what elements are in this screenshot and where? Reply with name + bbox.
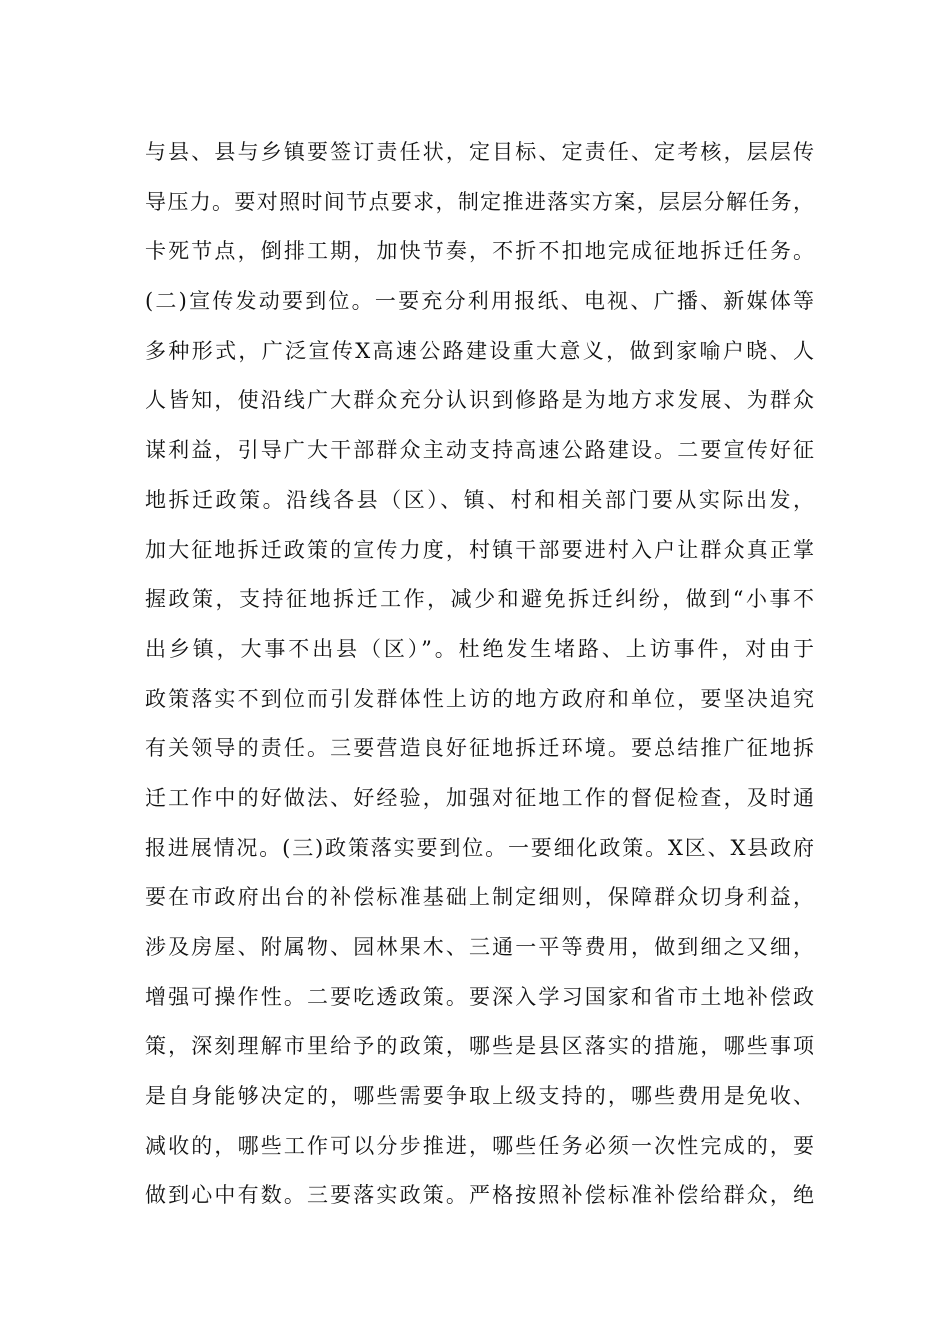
text-line: 与县、县与乡镇要签订责任状，定目标、定责任、定考核，层层传 bbox=[145, 140, 815, 164]
text-line: 政策落实不到位而引发群体性上访的地方政府和单位，要坚决追究 bbox=[145, 686, 815, 711]
text-line: 出乡镇，大事不出县（区）”。杜绝发生堵路、上访事件，对由于 bbox=[145, 636, 815, 661]
text-line: 策，深刻理解市里给予的政策，哪些是县区落实的措施，哪些事项 bbox=[145, 1034, 815, 1059]
text-line: 卡死节点，倒排工期，加快节奏，不折不扣地完成征地拆迁任务。 bbox=[145, 239, 815, 264]
text-line: 要在市政府出台的补偿标准基础上制定细则，保障群众切身利益， bbox=[145, 885, 815, 910]
text-line: 多种形式，广泛宣传X高速公路建设重大意义，做到家喻户晓、人 bbox=[145, 338, 815, 363]
text-line: 谋利益，引导广大干部群众主动支持高速公路建设。二要宣传好征 bbox=[145, 438, 815, 463]
text-line: 导压力。要对照时间节点要求，制定推进落实方案，层层分解任务， bbox=[145, 189, 815, 214]
text-line: 迁工作中的好做法、好经验，加强对征地工作的督促检查，及时通 bbox=[145, 785, 815, 810]
body-text bbox=[145, 128, 815, 1221]
text-line: 地拆迁政策。沿线各县（区）、镇、村和相关部门要从实际出发， bbox=[145, 487, 815, 512]
text-line: 涉及房屋、附属物、园林果木、三通一平等费用，做到细之又细， bbox=[145, 935, 815, 959]
text-line: 有关领导的责任。三要营造良好征地拆迁环境。要总结推广征地拆 bbox=[145, 736, 815, 761]
text-line: 报进展情况。(三)政策落实要到位。一要细化政策。X区、X县政府 bbox=[145, 835, 815, 860]
text-line: 增强可操作性。二要吃透政策。要深入学习国家和省市土地补偿政 bbox=[145, 984, 815, 1009]
text-line: 减收的，哪些工作可以分步推进，哪些任务必须一次性完成的，要 bbox=[145, 1133, 815, 1158]
text-line: (二)宣传发动要到位。一要充分利用报纸、电视、广播、新媒体等 bbox=[145, 289, 815, 314]
text-line: 人皆知，使沿线广大群众充分认识到修路是为地方求发展、为群众 bbox=[145, 388, 815, 413]
text-line: 是自身能够决定的，哪些需要争取上级支持的，哪些费用是免收、 bbox=[145, 1084, 815, 1109]
text-line: 握政策，支持征地拆迁工作，减少和避免拆迁纠纷，做到“小事不 bbox=[145, 587, 815, 612]
text-line: 加大征地拆迁政策的宣传力度，村镇干部要进村入户让群众真正掌 bbox=[145, 537, 815, 562]
text-line: 做到心中有数。三要落实政策。严格按照补偿标准补偿给群众，绝 bbox=[145, 1183, 815, 1208]
